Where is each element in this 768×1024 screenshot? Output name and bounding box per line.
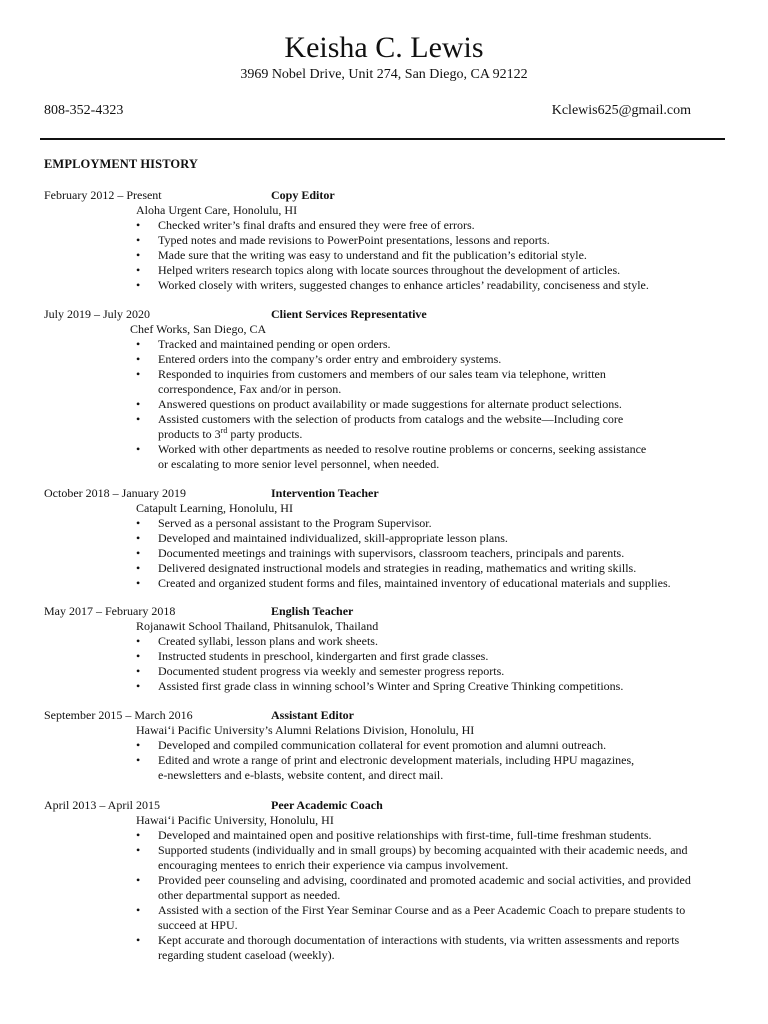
duty-list (44, 828, 704, 963)
job-entry (44, 798, 704, 963)
duty-item: • Instructed students in preschool, kindergarten and first grade classes. (158, 649, 704, 664)
duty-item: • Served as a personal assistant to the Program Supervisor. (158, 516, 704, 531)
duty-line: Assisted with a section of the First Year Seminar Course and as a Peer Academic Coach to prepare students to (158, 903, 686, 917)
duty-line: Provided peer counseling and advising, coordinated and promoted academic and social activities, and provided (158, 873, 691, 887)
duty-line: products to 3 (158, 427, 221, 441)
job-organization: Hawai‘i Pacific University, Honolulu, HI (136, 813, 334, 827)
duty-item (158, 903, 704, 933)
duty-item: • Assisted first grade class in winning school’s Winter and Spring Creative Thinking competitions. (158, 679, 704, 694)
job-entry (44, 307, 704, 472)
duty-line: Kept accurate and thorough documentation of interactions with students, via written assessments and reports (158, 933, 680, 947)
duty-item: • Documented meetings and trainings with supervisors, classroom teachers, principals and parents. (158, 546, 704, 561)
candidate-address: 3969 Nobel Drive, Unit 274, San Diego, CA 92122 (240, 67, 528, 82)
job-title: Copy Editor (271, 188, 335, 202)
job-title: Intervention Teacher (271, 486, 379, 500)
duty-list (44, 516, 704, 591)
duty-line: or escalating to more senior level personnel, when needed. (158, 457, 440, 471)
duty-item: • Made sure that the writing was easy to understand and fit the publication’s editorial style. (158, 248, 704, 263)
candidate-name: Keisha C. Lewis (284, 31, 484, 64)
duty-line: Assisted customers with the selection of products from catalogs and the website—Including core (158, 412, 624, 426)
job-title: Peer Academic Coach (271, 798, 383, 812)
job-organization: Aloha Urgent Care, Honolulu, HI (136, 203, 298, 217)
duty-list (44, 218, 704, 293)
job-organization: Catapult Learning, Honolulu, HI (136, 501, 293, 515)
job-entry (44, 188, 704, 293)
duty-item: • Answered questions on product availability or made suggestions for alternate product selections. (158, 397, 704, 412)
duty-list (44, 634, 704, 694)
duty-item (158, 442, 704, 472)
job-organization: Chef Works, San Diego, CA (130, 322, 267, 336)
duty-item: • Developed and compiled communication collateral for event promotion and alumni outreach. (158, 738, 704, 753)
duty-line: Supported students (individually and in small groups) by becoming acquainted with their academic needs, and (158, 843, 688, 857)
job-dates: April 2013 – April 2015 (44, 798, 160, 812)
duty-line: regarding student caseload (weekly). (158, 948, 335, 962)
duty-item: • Developed and maintained individualized, skill-appropriate lesson plans. (158, 531, 704, 546)
duty-item (158, 933, 704, 963)
job-entry (44, 486, 704, 591)
duty-item: • Checked writer’s final drafts and ensured they were free of errors. (158, 218, 704, 233)
job-title: Client Services Representative (271, 307, 427, 321)
duty-item: • Developed and maintained open and positive relationships with first-time, full-time freshman students. (158, 828, 704, 843)
job-dates: February 2012 – Present (44, 188, 162, 202)
job-entry (44, 708, 704, 783)
duty-item: • Helped writers research topics along with locate sources throughout the development of articles. (158, 263, 704, 278)
duty-item: • Entered orders into the company’s order entry and embroidery systems. (158, 352, 704, 367)
job-entry (44, 604, 704, 694)
duty-line: Edited and wrote a range of print and electronic development materials, including HPU magazines, (158, 753, 635, 767)
duty-line: party products. (227, 427, 303, 441)
duty-item (158, 873, 704, 903)
job-dates: September 2015 – March 2016 (44, 708, 193, 722)
duty-line: correspondence, Fax and/or in person. (158, 382, 342, 396)
candidate-email: Kclewis625@gmail.com (551, 103, 691, 118)
header-divider (40, 138, 725, 140)
duty-line: Worked with other departments as needed to resolve routine problems or concerns, seeking assistance (158, 442, 647, 456)
candidate-phone: 808-352-4323 (44, 103, 124, 118)
duty-line: e-newsletters and e-blasts, website content, and direct mail. (158, 768, 444, 782)
duty-item: • Delivered designated instructional models and strategies in reading, mathematics and writing skills. (158, 561, 704, 576)
duty-line: Responded to inquiries from customers and members of our sales team via telephone, written (158, 367, 606, 381)
duty-list (44, 337, 704, 472)
section-title-employment: EMPLOYMENT HISTORY (44, 157, 199, 171)
duty-line: other departmental support as needed. (158, 888, 341, 902)
duty-item: • Created syllabi, lesson plans and work sheets. (158, 634, 704, 649)
duty-line: succeed at HPU. (158, 918, 238, 932)
job-organization: Hawai‘i Pacific University’s Alumni Relations Division, Honolulu, HI (136, 723, 475, 737)
duty-item: • Worked closely with writers, suggested changes to enhance articles’ readability, conciseness and style. (158, 278, 704, 293)
job-title: Assistant Editor (271, 708, 355, 722)
duty-item (158, 753, 704, 783)
duty-item (158, 843, 704, 873)
duty-list (44, 738, 704, 783)
job-dates: May 2017 – February 2018 (44, 604, 176, 618)
duty-item: • Created and organized student forms and files, maintained inventory of educational materials and supplies. (158, 576, 704, 591)
ordinal-suffix: rd (220, 426, 228, 435)
duty-item: • Documented student progress via weekly and semester progress reports. (158, 664, 704, 679)
duty-item: • Typed notes and made revisions to PowerPoint presentations, lessons and reports. (158, 233, 704, 248)
job-dates: October 2018 – January 2019 (44, 486, 186, 500)
duty-line: encouraging mentees to enrich their experience via campus involvement. (158, 858, 509, 872)
job-title: English Teacher (271, 604, 354, 618)
duty-item: • Tracked and maintained pending or open orders. (158, 337, 704, 352)
job-organization: Rojanawit School Thailand, Phitsanulok, Thailand (136, 619, 379, 633)
job-dates: July 2019 – July 2020 (44, 307, 151, 321)
duty-item (158, 412, 704, 442)
duty-item (158, 367, 704, 397)
